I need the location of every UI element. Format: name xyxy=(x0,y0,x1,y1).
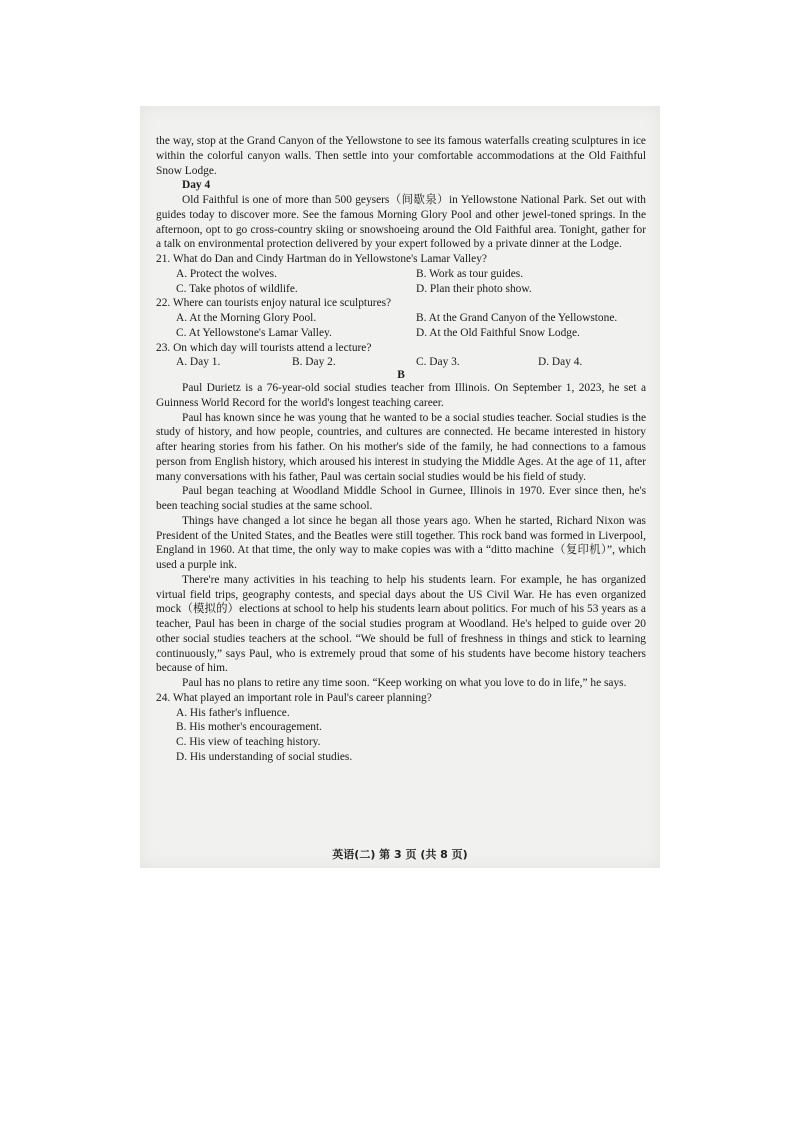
exam-page-content xyxy=(156,134,646,765)
question-23 xyxy=(156,341,646,371)
question-stem: 21. What do Dan and Cindy Hartman do in Yellowstone's Lamar Valley? xyxy=(156,253,487,265)
option-grid xyxy=(156,267,646,297)
question-stem: 24. What played an important role in Paul's career planning? xyxy=(156,691,432,704)
option-d: D. Day 4. xyxy=(538,356,583,369)
option-a: A. Protect the wolves. xyxy=(176,267,277,280)
passage-b-paragraph-1: Paul Durietz is a 76-year-old social studies teacher from Illinois. On September 1, 2023, he set a Guinness World Record for the world's longest teaching career. xyxy=(156,382,646,409)
option-a: A. Day 1. xyxy=(176,356,221,369)
option-c: C. Take photos of wildlife. xyxy=(176,282,298,295)
day4-paragraph: Old Faithful is one of more than 500 geysers（间歇泉）in Yellowstone National Park. Set out with guides today to discover more. See the famous Morning Glory Pool and other jewel-toned springs. In the afternoon, opt to go cross-country skiing or snowshoeing around the Old Faithful area. Tonight, gather for a talk on environmental protection delivered by your expert followed by a private dinner at the Lodge. xyxy=(156,194,646,251)
option-c: C. Day 3. xyxy=(416,356,460,369)
question-21 xyxy=(156,252,646,296)
question-stem: 22. Where can tourists enjoy natural ice sculptures? xyxy=(156,297,392,310)
passage-b-paragraph-4: Things have changed a lot since he began all those years ago. When he started, Richard Nixon was President of the United States, and the Beatles were still together. This rock band was formed in Liverpool, England in 1960. At that time, the only way to make copies was with a “ditto machine（复印机）”, which used a purple ink. xyxy=(156,514,646,571)
question-22 xyxy=(156,296,646,340)
passage-b-paragraph-3: Paul began teaching at Woodland Middle School in Gurnee, Illinois in 1970. Ever since then, he's been teaching social studies at the same school. xyxy=(156,485,646,512)
option-c: C. At Yellowstone's Lamar Valley. xyxy=(176,326,332,339)
question-stem: 23. On which day will tourists attend a lecture? xyxy=(156,341,372,354)
option-a: A. His father's influence. xyxy=(176,706,290,719)
passage-a-intro: the way, stop at the Grand Canyon of the Yellowstone to see its famous waterfalls creating sculptures in ice within the colorful canyon walls. Then settle into your comfortable accommodations at the Old Faithful Snow Lodge. xyxy=(156,135,646,177)
day4-heading: Day 4 xyxy=(182,179,211,192)
option-b: B. Work as tour guides. xyxy=(416,267,524,280)
option-b: B. At the Grand Canyon of the Yellowstone. xyxy=(416,312,618,324)
option-b: B. His mother's encouragement. xyxy=(176,721,322,734)
option-list xyxy=(156,706,646,765)
option-d: D. Plan their photo show. xyxy=(416,282,532,295)
passage-b-paragraph-6: Paul has no plans to retire any time soon. “Keep working on what you love to do in life,” he says. xyxy=(182,677,627,689)
section-b-heading: B xyxy=(397,369,405,381)
option-grid xyxy=(156,311,646,341)
option-c: C. His view of teaching history. xyxy=(176,736,321,748)
option-row xyxy=(156,355,646,370)
passage-b-paragraph-2: Paul has known since he was young that he wanted to be a social studies teacher. Social studies is the study of history, and how people, countries, and cultures are connected. He became interested in history after hearing stories from his father. On his mother's side of the family, he had connections to a famous person from English history, which aroused his interest in studying the Middle Ages. At the age of 11, after many conversations with his father, Paul was certain social studies would be his field of study. xyxy=(156,411,646,483)
option-d: D. At the Old Faithful Snow Lodge. xyxy=(416,326,580,339)
option-b: B. Day 2. xyxy=(292,356,336,369)
page-footer: 英语(二) 第 3 页 (共 8 页) xyxy=(332,848,468,861)
option-a: A. At the Morning Glory Pool. xyxy=(176,312,317,324)
passage-b-paragraph-5: There're many activities in his teaching to help his students learn. For example, he has organized virtual field trips, geography contests, and special days about the US Civil War. He has even organized mock（模拟的）elections at school to help his students learn about politics. For much of his 53 years as a teacher, Paul has been in charge of the social studies program at Woodland. He's helped to guide over 20 other social studies teachers at the school. “We should be full of freshness in things and stick to learning continuously,” says Paul, who is extremely proud that some of his students have become history teachers because of him. xyxy=(156,573,646,675)
question-24 xyxy=(156,691,646,765)
option-d: D. His understanding of social studies. xyxy=(176,750,353,763)
